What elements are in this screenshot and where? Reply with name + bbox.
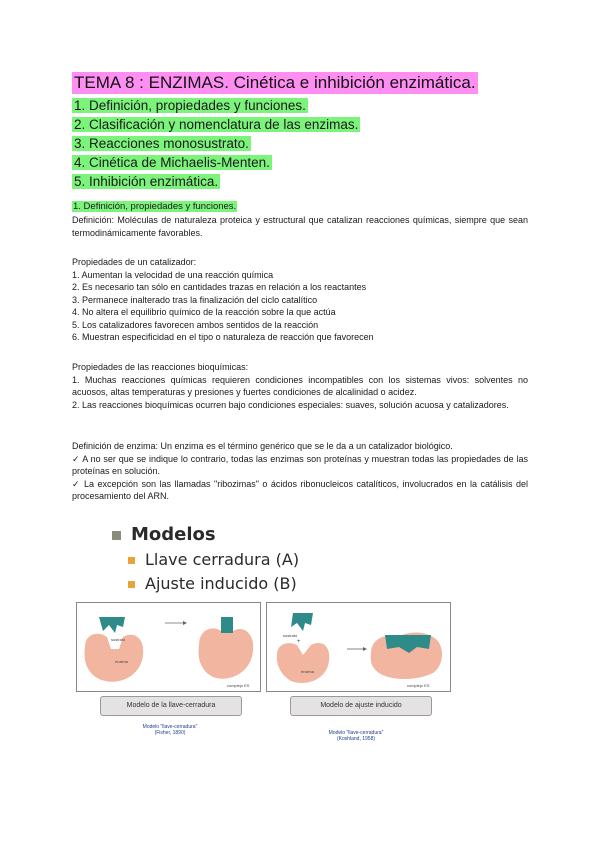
models-heading: Modelos: [112, 524, 216, 545]
enzyme-def-text: Definición de enzima: Un enzima es el término genérico que se le da a un catalizador biológico.: [72, 441, 453, 451]
induced-fit-panel: [266, 602, 451, 692]
credit-lock-key: Modelo "llave-cerradura" (Fisher, 1890): [142, 724, 198, 736]
page-title: TEMA 8 : ENZIMAS. Cinética e inhibición enzimática.: [74, 73, 476, 92]
check-item: ✓ La excepción son las llamadas "ribozimas" o ácidos ribonucleicos catalíticos, involucrados en la catálisis del procesamiento del ARN.: [72, 478, 528, 501]
svg-text:sustrato: sustrato: [111, 637, 126, 642]
list-item: 4. No altera el equilibrio químico de la reacción sobre la que actúa: [72, 307, 336, 317]
lock-key-panel: [76, 602, 261, 692]
list-item: 1. Aumentan la velocidad de una reacción química: [72, 269, 274, 280]
biochem-properties: [72, 361, 528, 411]
lock-key-diagram: [77, 603, 260, 691]
square-bullet-icon: [112, 531, 121, 540]
table-of-contents: [72, 96, 360, 191]
model-item-lock-key: Llave cerradura (A): [128, 550, 299, 569]
definition-text: Definición: Moléculas de naturaleza proteica y estructural que catalizan reacciones químicas, siempre que sean termodinámicamente favorables.: [72, 215, 528, 238]
toc-item-1: 1. Definición, propiedades y funciones.: [74, 98, 306, 113]
caption-induced-fit: Modelo de ajuste inducido: [290, 696, 432, 716]
toc-item-2: 2. Clasificación y nomenclatura de las enzimas.: [74, 117, 359, 132]
svg-text:complejo ES: complejo ES: [407, 683, 430, 688]
model-item-induced-fit: Ajuste inducido (B): [128, 574, 297, 593]
induced-fit-diagram: [267, 603, 450, 691]
list-item: 2. Es necesario tan sólo en cantidades trazas en relación a los reactantes: [72, 282, 367, 292]
toc-item-5: 5. Inhibición enzimática.: [74, 174, 219, 189]
catalyst-title: Propiedades de un catalizador:: [72, 257, 197, 267]
definition-block: [72, 214, 528, 239]
credit-induced-fit: Modelo "llave-cerradura" (Koshland, 1958): [328, 730, 384, 742]
caption-lock-key: Modelo de la llave-cerradura: [100, 696, 242, 716]
section-heading: 1. Definición, propiedades y funciones.: [73, 201, 237, 212]
catalyst-properties: [72, 256, 528, 344]
check-item: ✓ A no ser que se indique lo contrario, todas las enzimas son proteínas y muestran todas las propiedades de las proteínas en solución.: [72, 453, 528, 476]
enzyme-definition: [72, 440, 528, 503]
toc-item-4: 4. Cinética de Michaelis-Menten.: [74, 155, 270, 170]
list-item: 1. Muchas reacciones químicas requieren condiciones incompatibles con los sistemas vivos: solventes no acuosos, altas temperaturas y presiones y fuertes condiciones de alcalinidad o acidez.: [72, 374, 528, 397]
square-bullet-icon: [128, 581, 135, 588]
models-figure: [72, 520, 528, 750]
svg-text:sustrato: sustrato: [283, 633, 298, 638]
biochem-title: Propiedades de las reacciones bioquímicas:: [72, 362, 249, 372]
svg-text:complejo ES: complejo ES: [227, 683, 250, 688]
toc-item-3: 3. Reacciones monosustrato.: [74, 136, 249, 151]
svg-text:+: +: [297, 639, 301, 645]
title-block: [72, 72, 478, 94]
list-item: 5. Los catalizadores favorecen ambos sentidos de la reacción: [72, 319, 319, 330]
list-item: 2. Las reacciones bioquímicas ocurren bajo condiciones especiales: suaves, solución acuosa y catalizadores.: [72, 399, 509, 410]
list-item: 6. Muestran especificidad en el tipo o naturaleza de reacción que favorecen: [72, 332, 374, 342]
svg-text:enzima: enzima: [115, 659, 128, 664]
list-item: 3. Permanece inalterado tras la finalización del ciclo catalítico: [72, 294, 318, 305]
svg-text:enzima: enzima: [301, 669, 314, 674]
square-bullet-icon: [128, 557, 135, 564]
